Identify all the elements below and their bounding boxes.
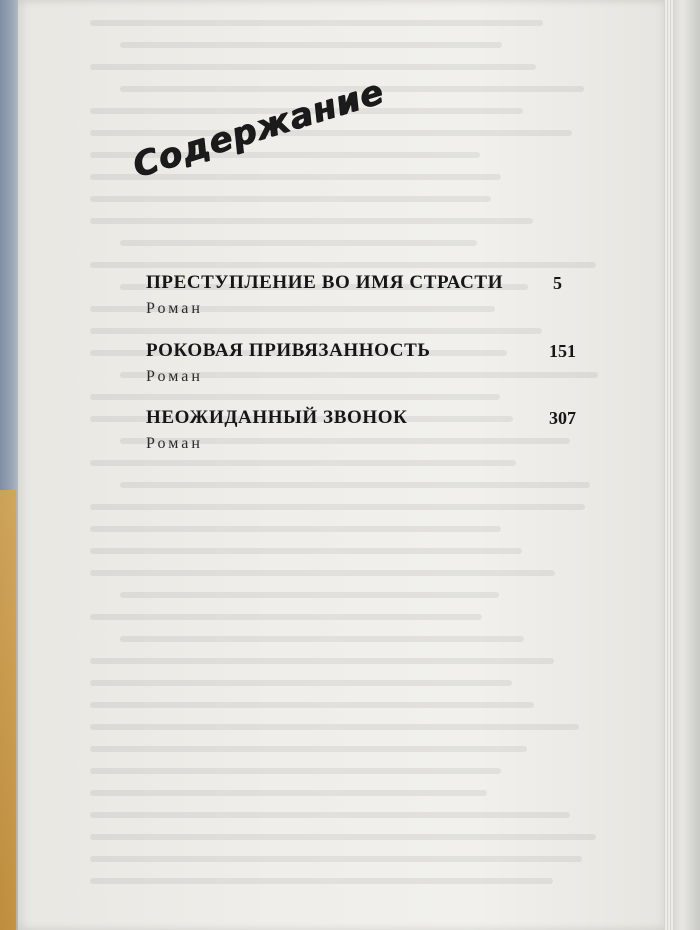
book-right-edge [670, 0, 700, 930]
background-left-strip [0, 0, 20, 930]
book-page [18, 0, 670, 930]
toc-entry-subtitle: Роман [146, 300, 203, 317]
toc-entry-page: 307 [549, 408, 576, 428]
toc-entry-title: ПРЕСТУПЛЕНИЕ ВО ИМЯ СТРАСТИ [146, 272, 504, 293]
toc-entry-title: НЕОЖИДАННЫЙ ЗВОНОК [146, 407, 408, 428]
page-stack-edge [664, 0, 674, 930]
contents-heading: Содержание [128, 71, 389, 186]
toc-entry-subtitle: Роман [146, 368, 203, 385]
yellow-tape [0, 490, 16, 930]
toc-entry-page: 151 [549, 341, 576, 361]
toc-entry-subtitle: Роман [146, 435, 203, 452]
toc-entry-page: 5 [553, 273, 562, 293]
toc-entry-title: РОКОВАЯ ПРИВЯЗАННОСТЬ [146, 340, 431, 361]
